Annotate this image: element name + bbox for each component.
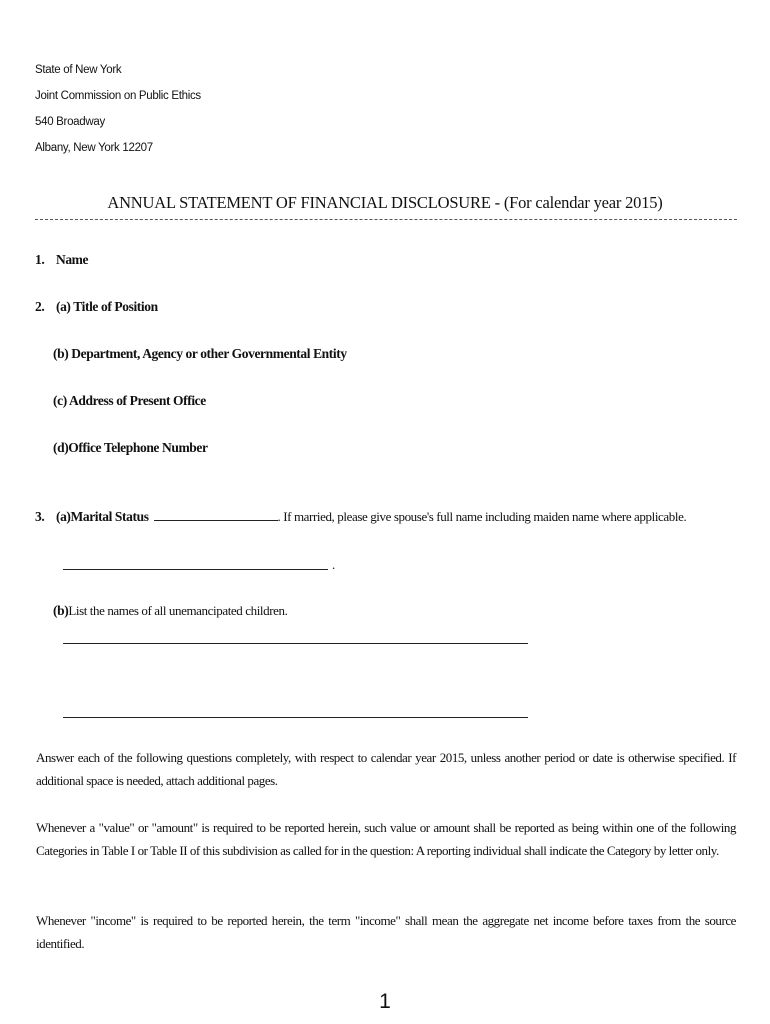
address-line-street: 540 Broadway	[35, 116, 105, 128]
question-1-name	[35, 252, 88, 268]
spouse-name-line[interactable]	[63, 569, 328, 570]
address-line-commission: Joint Commission on Public Ethics	[35, 90, 201, 102]
question-2d-office-telephone: (d)Office Telephone Number	[53, 440, 208, 455]
instruction-paragraph-1: Answer each of the following questions completely, with respect to calendar year 2015, unless another period or date is otherwise specified. If additional space is needed, attach additional pages.	[36, 750, 736, 788]
question-2-number: 2.	[35, 299, 45, 314]
question-3a-marital-status	[35, 508, 686, 525]
address-line-city: Albany, New York 12207	[35, 142, 153, 154]
question-3-number: 3.	[35, 509, 45, 524]
page-number: 1	[379, 990, 391, 1013]
instruction-paragraph-3: Whenever "income" is required to be reported herein, the term "income" shall mean the aggregate net income before taxes from the source identified.	[36, 913, 736, 951]
address-line-state: State of New York	[35, 64, 122, 76]
document-title: ANNUAL STATEMENT OF FINANCIAL DISCLOSURE - (For calendar year 2015)	[107, 193, 663, 212]
spouse-line-period: .	[332, 557, 335, 572]
question-2a-label: (a) Title of Position	[55, 299, 158, 314]
question-2c-office-address: (c) Address of Present Office	[53, 393, 206, 408]
question-3a-label: (a)Marital Status	[55, 509, 149, 524]
question-3b-children	[53, 602, 287, 620]
question-3a-instruction: . If married, please give spouse's full name including maiden name where applicable.	[277, 509, 687, 524]
question-1-label: Name	[55, 252, 89, 267]
children-names-line-2[interactable]	[63, 717, 528, 718]
marital-status-blank[interactable]	[154, 508, 278, 521]
question-3b-label: List the names of all unemancipated children.	[68, 603, 288, 618]
question-3b-prefix: (b)	[53, 603, 69, 618]
question-2a-title-of-position	[35, 299, 158, 315]
question-1-number: 1.	[35, 252, 45, 267]
children-names-line-1[interactable]	[63, 643, 528, 644]
title-divider	[35, 219, 737, 220]
question-2b-department: (b) Department, Agency or other Governmental Entity	[53, 346, 347, 361]
instruction-paragraph-2: Whenever a "value" or "amount" is required to be reported herein, such value or amount shall be reported as being within one of the following Categories in Table I or Table II of this subdivision as called for in the question: A reporting individual shall indicate the Category by letter only.	[36, 820, 736, 858]
